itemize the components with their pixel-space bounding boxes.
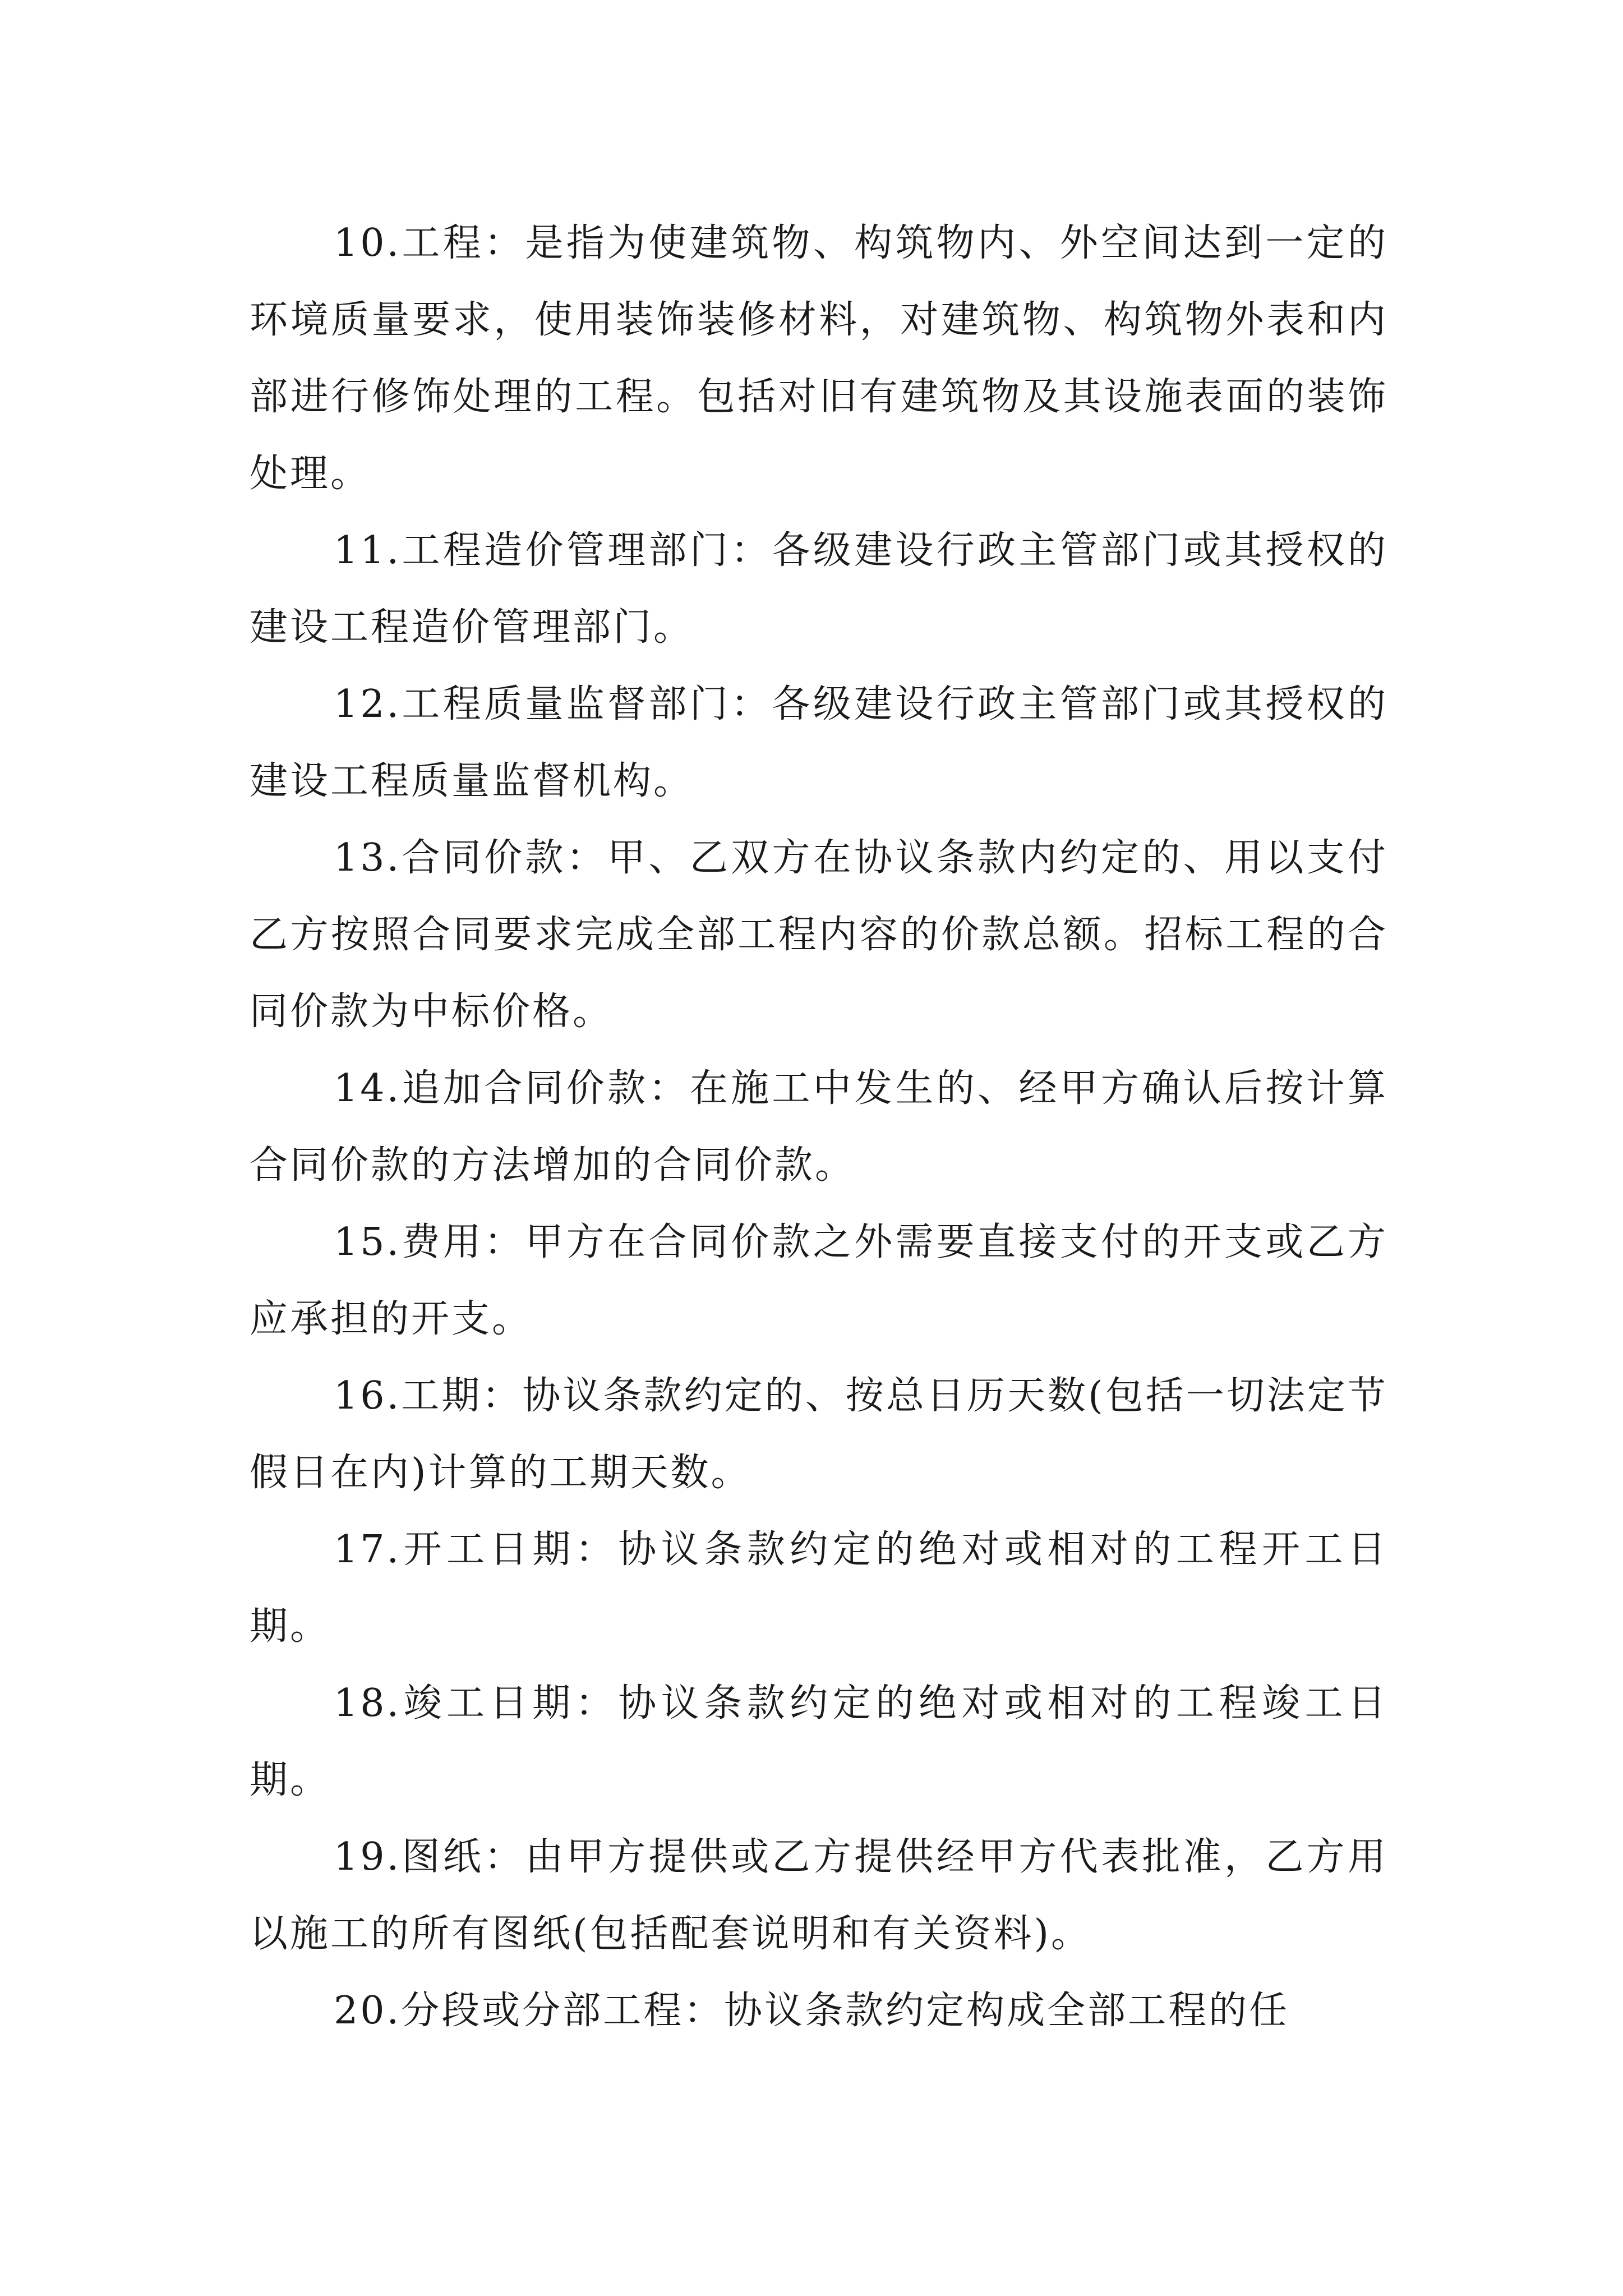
paragraph-item-12: 12.工程质量监督部门：各级建设行政主管部门或其授权的建设工程质量监督机构。 [250, 682, 1388, 803]
paragraph-item-11: 11.工程造价管理部门：各级建设行政主管部门或其授权的建设工程造价管理部门。 [250, 528, 1388, 650]
paragraph-item-18: 18.竣工日期：协议条款约定的绝对或相对的工程竣工日期。 [250, 1681, 1388, 1802]
paragraph-item-15: 15.费用：甲方在合同价款之外需要直接支付的开支或乙方应承担的开支。 [250, 1220, 1388, 1341]
paragraph-item-10: 10.工程：是指为使建筑物、构筑物内、外空间达到一定的环境质量要求，使用装饰装修材料，对建筑物、构筑物外表和内部进行修饰处理的工程。包括对旧有建筑物及其设施表面的装饰处理。 [250, 221, 1388, 496]
document-body [250, 205, 1388, 2049]
paragraph-item-13: 13.合同价款：甲、乙双方在协议条款内约定的、用以支付乙方按照合同要求完成全部工程内容的价款总额。招标工程的合同价款为中标价格。 [250, 836, 1388, 1034]
paragraph-item-17: 17.开工日期：协议条款约定的绝对或相对的工程开工日期。 [250, 1527, 1388, 1649]
paragraph-item-14: 14.追加合同价款：在施工中发生的、经甲方确认后按计算合同价款的方法增加的合同价款。 [250, 1066, 1388, 1188]
paragraph-item-16: 16.工期：协议条款约定的、按总日历天数(包括一切法定节假日在内)计算的工期天数。 [250, 1374, 1388, 1495]
paragraph-item-20: 20.分段或分部工程：协议条款约定构成全部工程的任 [334, 1989, 1290, 2033]
paragraph-item-19: 19.图纸：由甲方提供或乙方提供经甲方代表批准，乙方用以施工的所有图纸(包括配套说明和有关资料)。 [250, 1835, 1388, 1956]
